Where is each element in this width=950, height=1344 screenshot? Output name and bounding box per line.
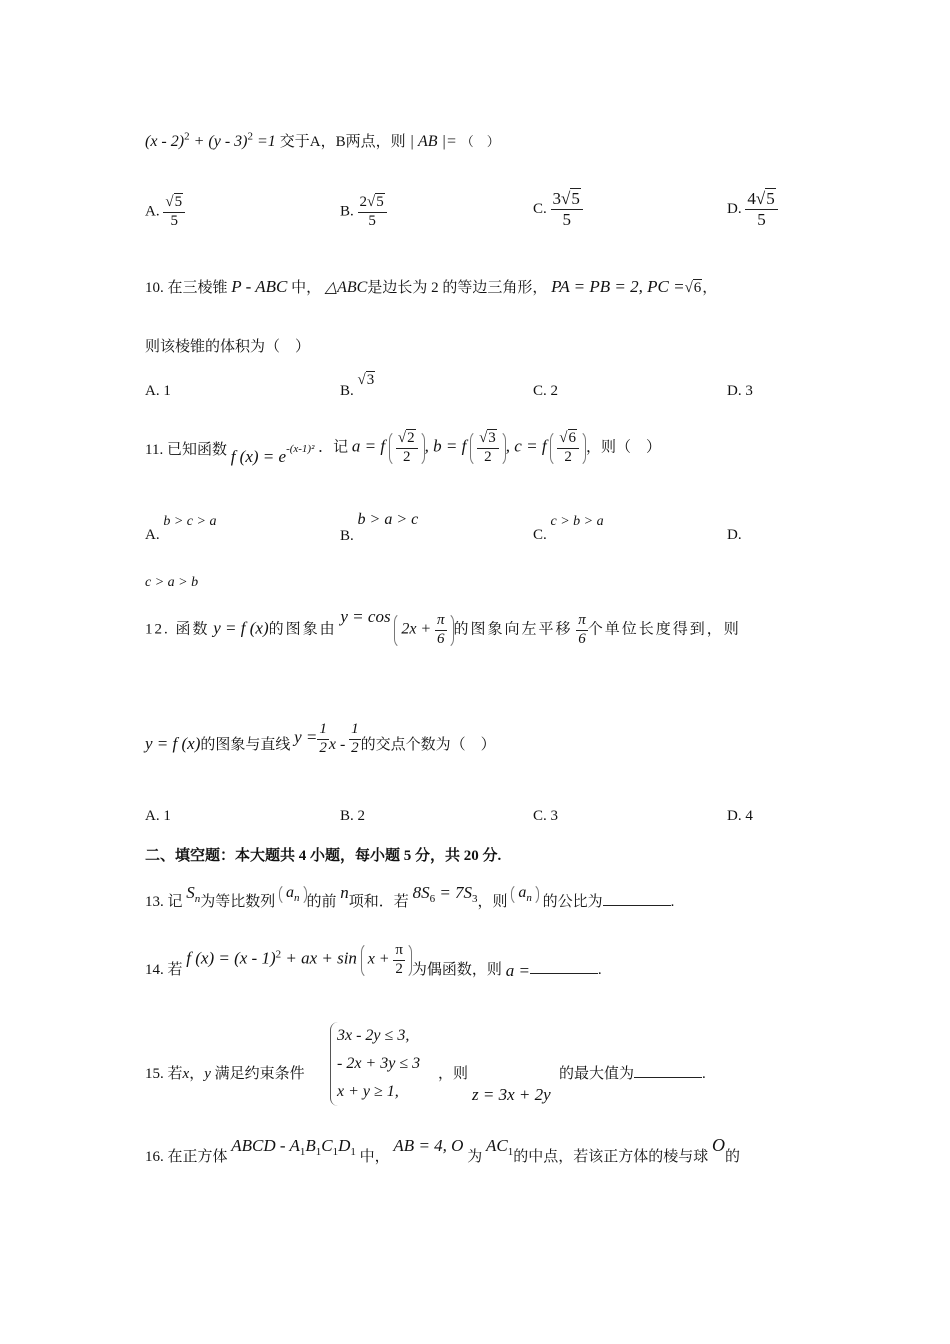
q15-answer-blank[interactable] [634,1063,702,1078]
q10-option-d[interactable]: D. 3 [727,383,753,399]
q12-option-b[interactable]: B. 2 [340,808,366,824]
q10-line1: 10. 在三棱锥 P - ABC 中， △ABC是边长为 2 的等边三角形， PA = PB = 2, PC =√6， [145,277,718,296]
q12-line2: y = f (x)的图象与直线 y = $\frac{1}{2}$ x - $\frac{1}{2}$ 的交点个数为（ ） [145,721,496,756]
q10-option-a[interactable]: A. 1 [145,383,171,399]
q15-objective: z = 3x + 2y [472,1085,551,1104]
section-heading: 二、填空题：本大题共 4 小题，每小题 5 分，共 20 分. [145,848,502,864]
q13-answer-blank[interactable] [603,891,671,906]
q9-d-fraction: $\frac{4√5}{5}$ [745,190,777,229]
q12-line1: 12. 函数 y = f (x)的图象由 y = cos 2x + $\frac{\pi}{6}$ 的图象向左平移 $\frac{\pi}{6}$ 个单位长度得到，则 [145,606,741,647]
q12-option-a[interactable]: A. 1 [145,808,171,824]
q11-option-a[interactable]: A. b > c > a [145,514,217,543]
q11-option-b[interactable]: B. b > a > c [340,511,419,544]
q12-option-d[interactable]: D. 4 [727,808,753,824]
q14-line: 14. 若 f (x) = (x - 1)$^2$ + ax + sin x + $\frac{\pi}{2}$ 为偶函数，则 a = . [145,942,602,980]
q9-option-a[interactable]: A. $\frac{√5}{5}$ [145,195,185,230]
q10-option-c[interactable]: C. 2 [533,383,559,399]
q9-option-b[interactable]: B. $\frac{2√5}{5}$ [340,195,387,230]
q15-tail: ，则 [438,1066,469,1082]
q11-option-c[interactable]: C. c > b > a [533,514,604,543]
q11-option-d-value: c > a > b [145,575,199,590]
q15-line: 15. 若x，y 满足约束条件 [145,1066,305,1082]
q10-option-b[interactable]: B. √3 [340,372,375,399]
q12-option-c[interactable]: C. 3 [533,808,559,824]
q14-answer-blank[interactable] [530,959,598,974]
q9-line: (x - 2)$^2$ + (y - 3)$^2$ =1 交于A，B两点，则 | AB |= （ ） [145,130,500,150]
q9-a-fraction: $\frac{√5}{5}$ [163,195,185,230]
q15-tail2: 的最大值为 . [559,1062,706,1083]
q11-line: 11. 已知函数 f $(x) = e^{-(x-1)^2}$ ．记 a = f $\frac{√2}{2}$ , b = f $\frac{√3}{2}$ , c = f $\frac{√6}{2}$ ，则（ ） [145,430,662,466]
q16-line: 16. 在正方体 ABCD - $A_1B_1C_1D_1$ 中， AB = 4, O 为 $AC_1$的中点，若该正方体的棱与球 O的 [145,1135,740,1165]
q9-c-fraction: $\frac{3√5}{5}$ [551,190,583,229]
q10-line2: 则该棱锥的体积为（ ） [145,339,311,355]
q9-b-fraction: $\frac{2√5}{5}$ [358,195,387,230]
q15-constraint-system: 3x - 2y ≤ 3, - 2x + 3y ≤ 3 x + y ≥ 1, [330,1022,420,1106]
q9-option-d[interactable]: D. $\frac{4√5}{5}$ [727,190,778,229]
q9-option-c[interactable]: C. $\frac{3√5}{5}$ [533,190,583,229]
q13-line: 13. 记 $S_n$为等比数列 $a_n$ 的前 n项和．若 $8S_6 = 7S_3$，则 $a_n$ 的公比为 . [145,883,675,910]
q11-option-d[interactable]: D. [727,527,742,543]
